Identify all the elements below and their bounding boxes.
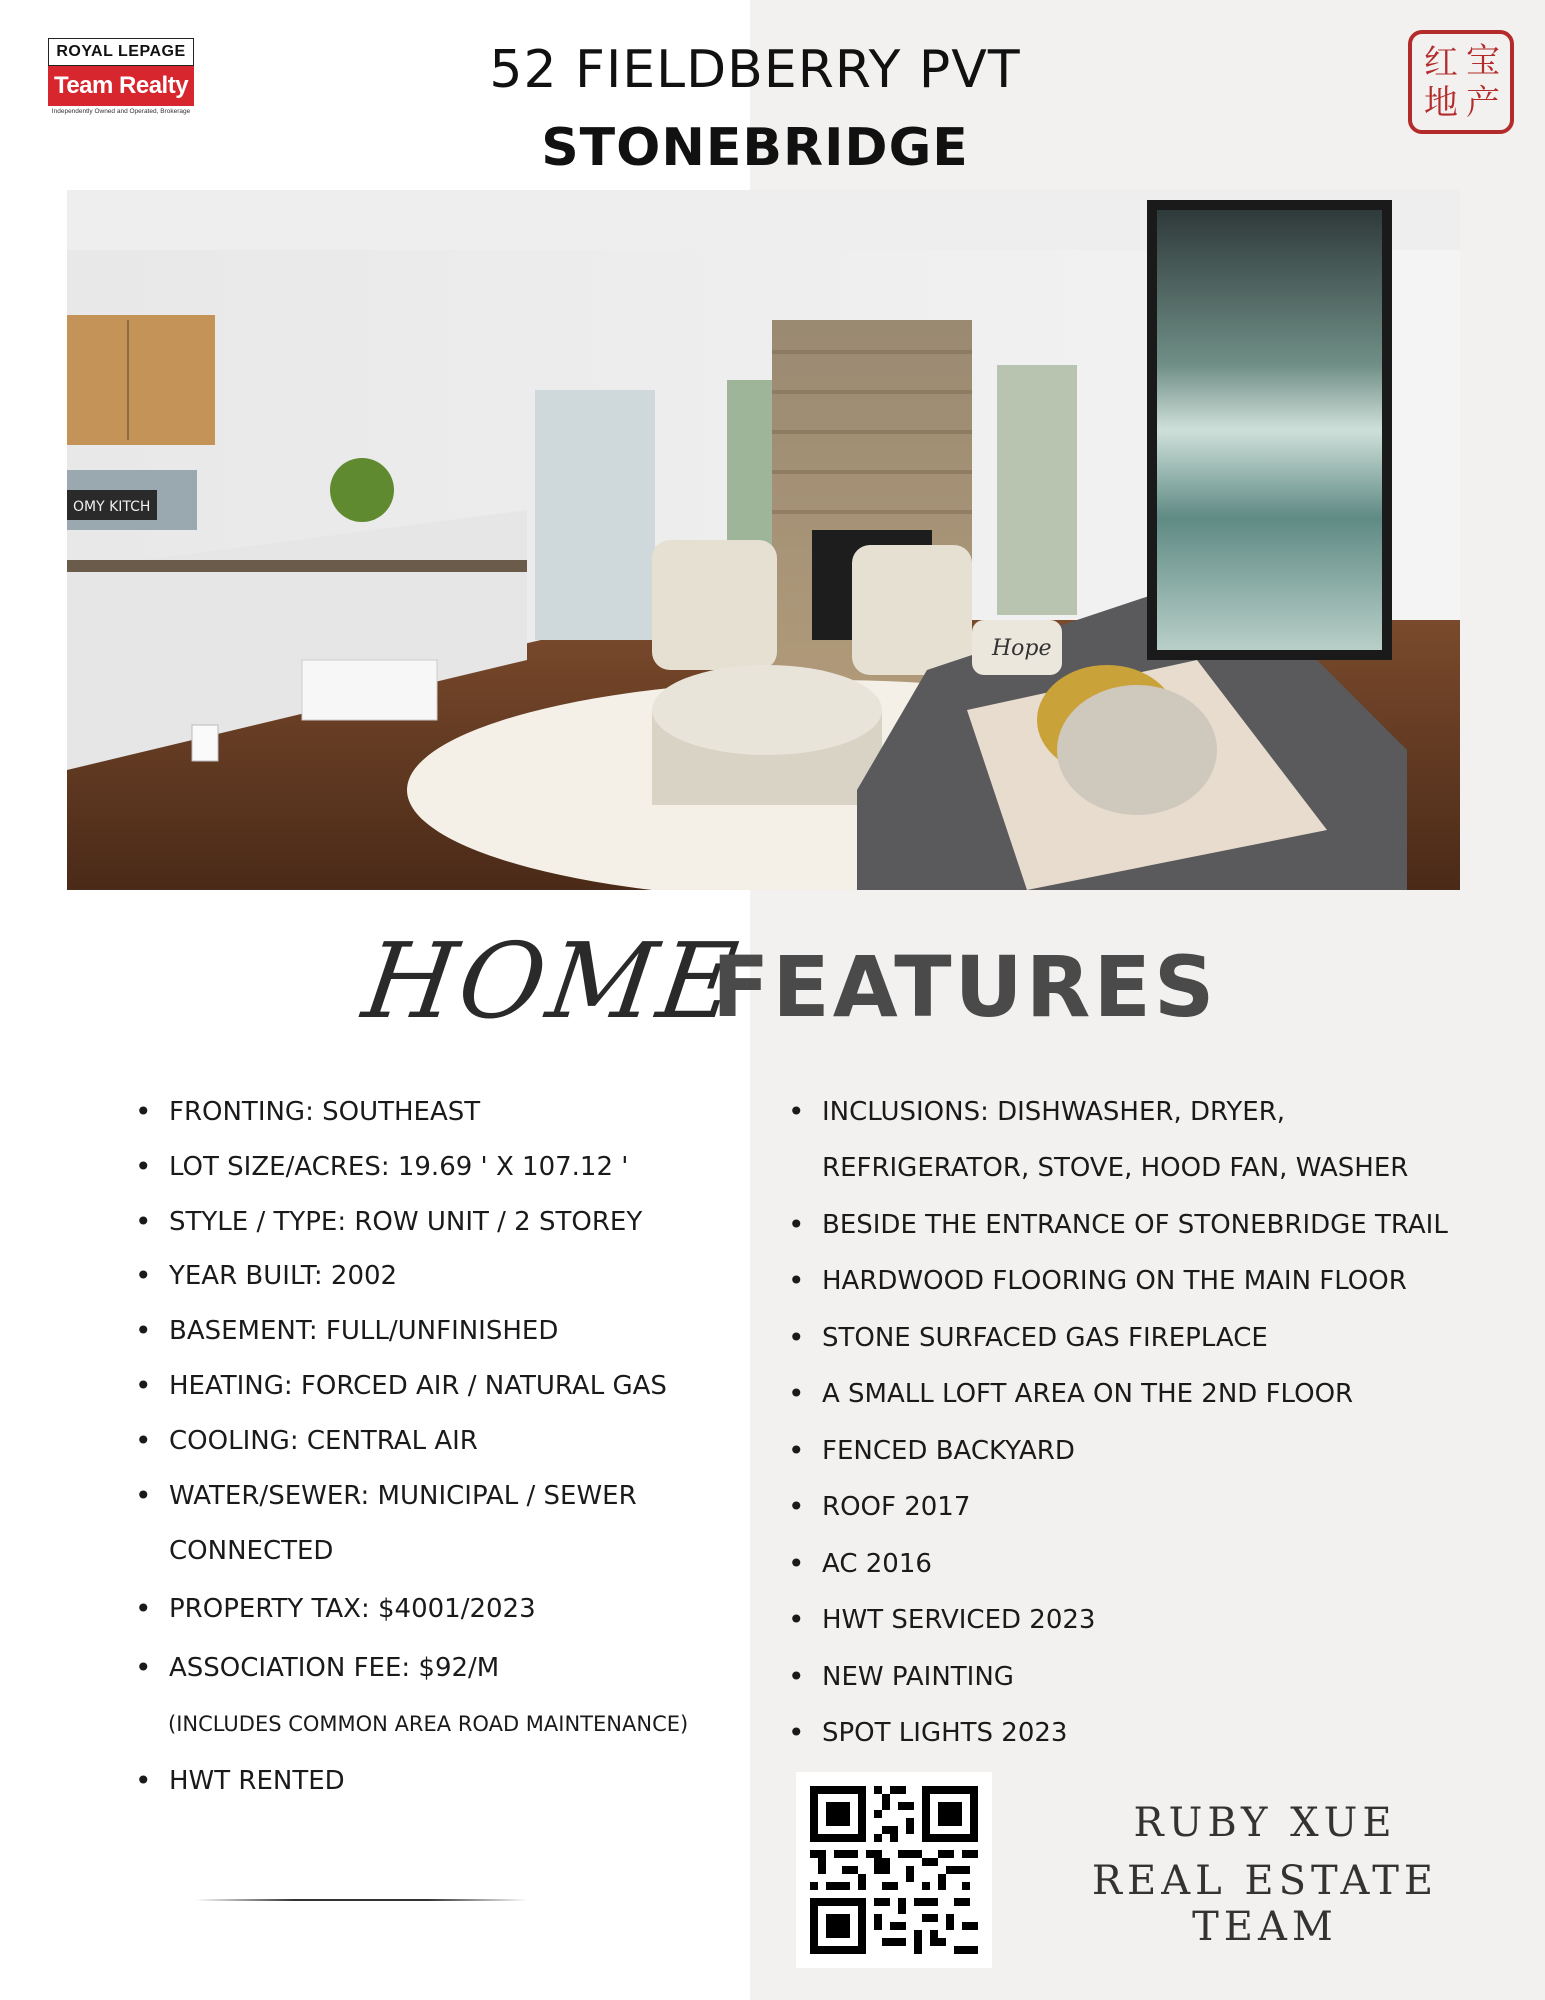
bullet-icon: • — [788, 1716, 805, 1749]
bullet-icon: • — [135, 1259, 152, 1292]
feature-item: • STONE SURFACED GAS FIREPLACE — [788, 1321, 1268, 1354]
logo-brand-top: ROYAL LEPAGE — [48, 38, 194, 66]
bullet-icon: • — [788, 1095, 805, 1128]
feature-item: • BESIDE THE ENTRANCE OF STONEBRIDGE TRAIL — [788, 1208, 1448, 1241]
footer-divider — [195, 1899, 527, 1901]
feature-item: • LOT SIZE/ACRES: 19.69 ' X 107.12 ' — [135, 1150, 629, 1183]
bullet-icon: • — [135, 1205, 152, 1238]
bullet-icon: • — [135, 1314, 152, 1347]
seal-char: 宝 — [1466, 41, 1500, 81]
living-room-photo — [67, 190, 1460, 890]
logo-tagline: Independently Owned and Operated, Brokerage — [51, 108, 191, 115]
feature-item: • A SMALL LOFT AREA ON THE 2ND FLOOR — [788, 1377, 1354, 1410]
seal-char: 红 — [1424, 43, 1458, 83]
feature-item: • COOLING: CENTRAL AIR — [135, 1424, 478, 1457]
counter-sign-text: OMY KITCH — [73, 499, 151, 515]
heading-script-word: HOME — [356, 920, 748, 1042]
bullet-icon: • — [135, 1095, 152, 1128]
feature-item: • INCLUSIONS: DISHWASHER, DRYER, — [788, 1095, 1286, 1128]
bullet-icon: • — [788, 1434, 805, 1467]
feature-item: • AC 2016 — [788, 1547, 932, 1580]
bullet-icon: • — [788, 1547, 805, 1580]
feature-item-continued: REFRIGERATOR, STOVE, HOOD FAN, WASHER — [822, 1153, 1409, 1183]
bullet-icon: • — [788, 1208, 805, 1241]
property-neighbourhood: STONEBRIDGE — [541, 118, 969, 178]
feature-item-continued: CONNECTED — [169, 1536, 334, 1566]
association-fee-note: (INCLUDES COMMON AREA ROAD MAINTENANCE) — [168, 1712, 689, 1736]
feature-item: • HWT SERVICED 2023 — [788, 1603, 1096, 1636]
bullet-icon: • — [788, 1321, 805, 1354]
bullet-icon: • — [135, 1150, 152, 1183]
logo-brand-name: Team Realty — [48, 66, 194, 106]
bullet-icon: • — [788, 1264, 805, 1297]
bullet-icon: • — [788, 1603, 805, 1636]
property-address: 52 FIELDBERRY PVT — [489, 40, 1021, 100]
feature-item: • FENCED BACKYARD — [788, 1434, 1075, 1467]
bullet-icon: • — [135, 1369, 152, 1402]
feature-item: • FRONTING: SOUTHEAST — [135, 1095, 481, 1128]
feature-item: • HARDWOOD FLOORING ON THE MAIN FLOOR — [788, 1264, 1407, 1297]
team-name-line2: REAL ESTATE TEAM — [1091, 1858, 1439, 1950]
bullet-icon: • — [135, 1479, 152, 1512]
feature-item: • WATER/SEWER: MUNICIPAL / SEWER — [135, 1479, 637, 1512]
heading-bold-word: FEATURES — [712, 938, 1218, 1036]
feature-item: • HWT RENTED — [135, 1764, 345, 1797]
feature-item: • STYLE / TYPE: ROW UNIT / 2 STOREY — [135, 1205, 643, 1238]
seal-char: 地 — [1424, 83, 1458, 123]
feature-item: • PROPERTY TAX: $4001/2023 — [135, 1592, 536, 1625]
team-name-line1: RUBY XUE — [1133, 1800, 1397, 1846]
bullet-icon: • — [788, 1660, 805, 1693]
feature-item: • NEW PAINTING — [788, 1660, 1014, 1693]
qr-code[interactable] — [796, 1772, 992, 1968]
bullet-icon: • — [135, 1651, 152, 1684]
chinese-seal-stamp — [1408, 30, 1514, 134]
feature-item: • SPOT LIGHTS 2023 — [788, 1716, 1068, 1749]
feature-item: • BASEMENT: FULL/UNFINISHED — [135, 1314, 559, 1347]
feature-item: • ASSOCIATION FEE: $92/M — [135, 1651, 500, 1684]
seal-char: 产 — [1466, 83, 1500, 123]
bullet-icon: • — [135, 1764, 152, 1797]
bullet-icon: • — [135, 1592, 152, 1625]
feature-item: • YEAR BUILT: 2002 — [135, 1259, 398, 1292]
feature-item: • HEATING: FORCED AIR / NATURAL GAS — [135, 1369, 667, 1402]
bullet-icon: • — [788, 1377, 805, 1410]
bullet-icon: • — [135, 1424, 152, 1457]
bullet-icon: • — [788, 1490, 805, 1523]
pillow-text: Hope — [992, 636, 1052, 661]
feature-item: • ROOF 2017 — [788, 1490, 971, 1523]
